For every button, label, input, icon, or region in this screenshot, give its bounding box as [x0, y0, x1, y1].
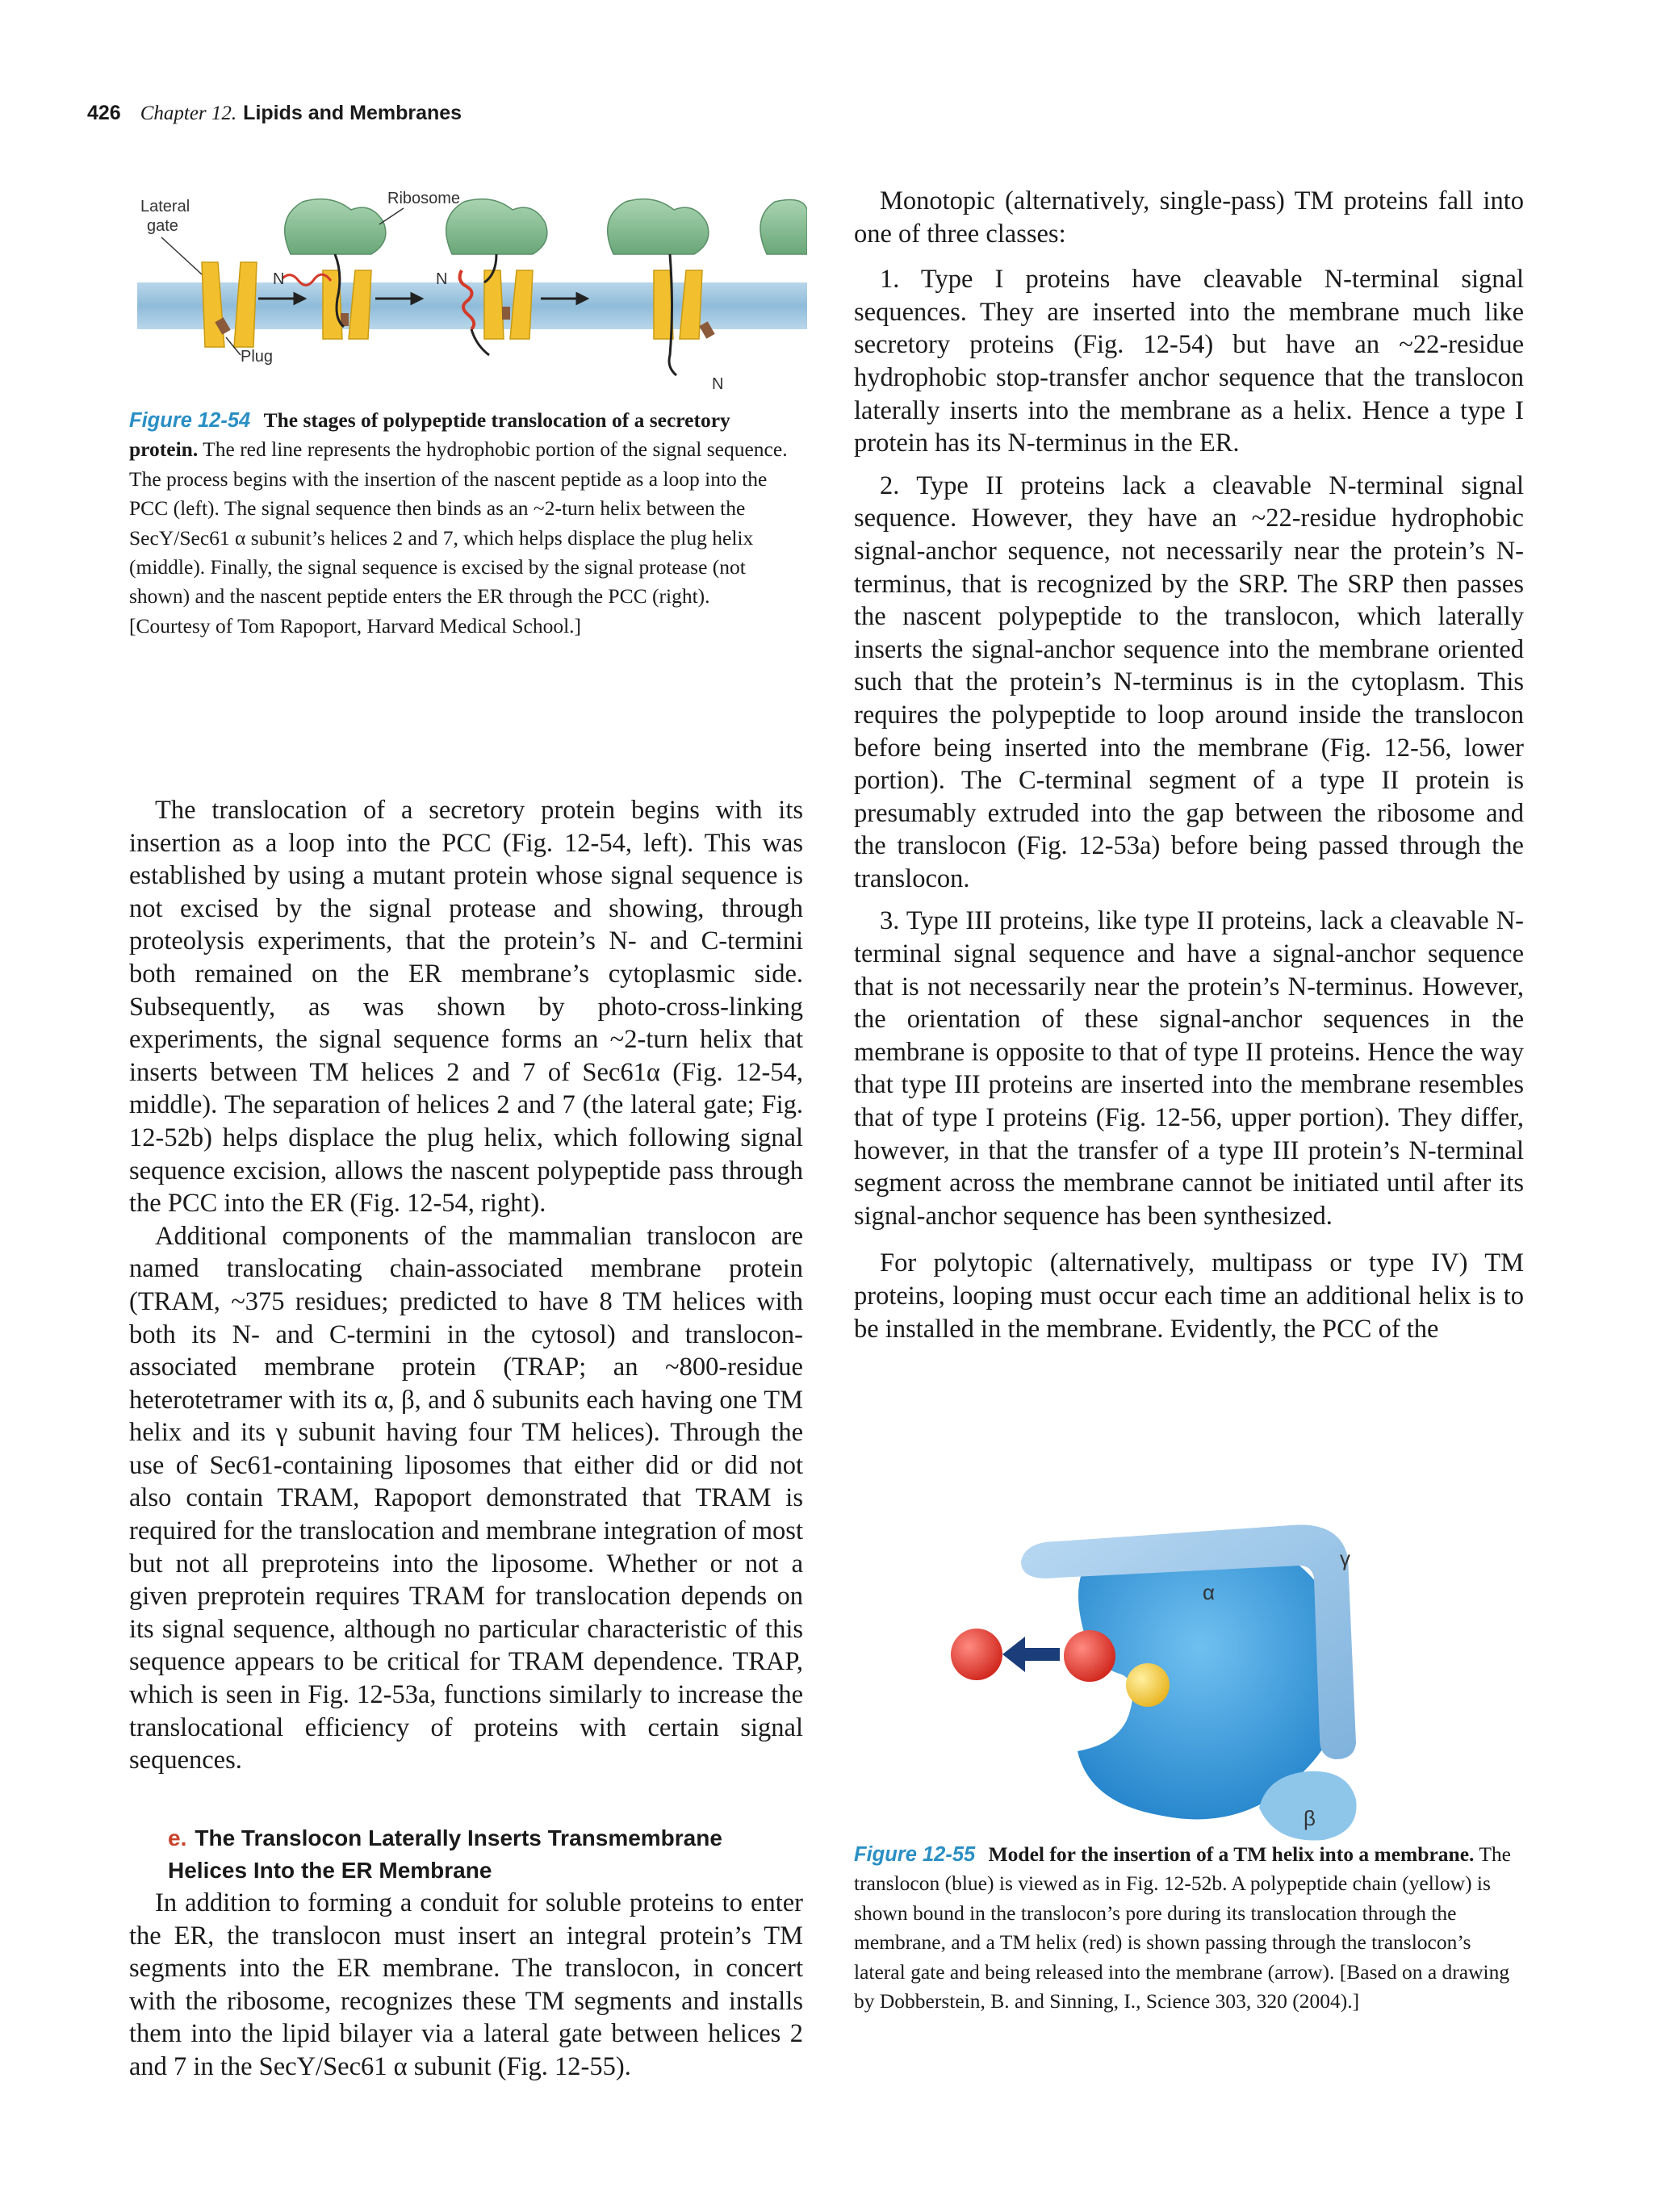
- label-gamma: γ: [1340, 1546, 1350, 1570]
- paragraph-translocation: The translocation of a secretory protein begins with its insertion as a loop into the PCC (Fig. 12-54, left). This was established by using a mutant protein whose signal sequence is not excised by the signal protease and showing, through proteolysis experiments, that the protein’s N- and C-termini both remained on the ER membrane’s cytoplasmic side. Subsequently, as was shown by photo-cross-linking experiments, the signal sequence forms an ~2-turn helix that inserts between TM helices 2 and 7 of Sec61α (Fig. 12-54, middle). The separation of helices 2 and 7 (the lateral gate; Fig. 12-52b) helps displace the plug helix, which following signal sequence excision, allows the nascent polypeptide pass through the PCC into the ER (Fig. 12-54, right).: [129, 796, 803, 1219]
- figure-12-55-caption: [854, 1840, 1516, 2016]
- figure-label: Figure 12-55: [854, 1843, 976, 1866]
- figure-caption-body: The translocon (blue) is viewed as in Fig. 12-52b. A polypeptide chain (yellow) is shown bound in the translocon’s pore during its translocation through the membrane, and a TM helix (red) is shown passing through the translocon’s lateral gate and being released into the membrane (arrow). [Based on a drawing by Dobberstein, B. and Sinning, I., Science 303, 320 (2004).]: [854, 1842, 1511, 2013]
- chapter-label: Chapter 12.: [140, 102, 237, 124]
- label-n-right: N: [712, 375, 724, 393]
- figure-caption-body: The red line represents the hydrophobic portion of the signal sequence. The process begins with the insertion of the nascent peptide as a loop into the PCC (left). The signal sequence then binds as an ~2-turn helix between the SecY/Sec61 α subunit’s helices 2 and 7, which helps displace the plug helix (middle). Finally, the signal sequence is excised by the signal protease (not shown) and the nascent peptide enters the ER through the PCC (right). [Courtesy of Tom Rapoport, Harvard Medical School.]: [129, 437, 788, 638]
- label-n-middle: N: [436, 270, 448, 288]
- label-plug: Plug: [241, 348, 274, 366]
- label-lateral-gate-1: Lateral: [140, 198, 190, 215]
- label-n-left: N: [273, 270, 285, 288]
- list-item-type-3: 3. Type III proteins, like type II proteins, lack a cleavable N-terminal signal sequence and have a signal-anchor sequence that is not necessarily near the protein’s N-terminus. However, the orientation of these signal-anchor sequences in the membrane is opposite to that of type II proteins. Hence the way that type III proteins are inserted into the membrane resembles that of type I proteins (Fig. 12-56, upper portion). They differ, however, in that the transfer of a type III protein’s N-terminal segment across the membrane cannot be initiated until after its signal-anchor sequence has been synthesized.: [854, 906, 1524, 1231]
- figure-12-54: [137, 186, 807, 395]
- figure-12-55: [936, 1477, 1437, 1880]
- figure-12-54-caption: [129, 406, 791, 641]
- figure-label: Figure 12-54: [129, 409, 251, 432]
- label-alpha: α: [1203, 1580, 1216, 1604]
- left-column: [129, 794, 803, 1777]
- left-column-section-body: [129, 1887, 803, 2084]
- paragraph-lateral-gate: In addition to forming a conduit for soluble proteins to enter the ER, the translocon must insert an integral protein’s TM segments into the ER membrane. The translocon, in concert with the ribosome, recognizes these TM segments and installs them into the lipid bilayer via a lateral gate between helices 2 and 7 in the SecY/Sec61 α subunit (Fig. 12-55).: [129, 1888, 803, 2081]
- label-lateral-gate-2: gate: [147, 217, 178, 235]
- list-item-type-1: 1. Type I proteins have cleavable N-terminal signal sequences. They are inserted into the membrane much like secretory proteins (Fig. 12-54) but have an ~22-residue hydrophobic stop-transfer anchor sequence that the translocon laterally inserts into the membrane as a helix. Hence a type I protein has its N-terminus in the ER.: [854, 265, 1524, 458]
- figure-title: Model for the insertion of a TM helix into a membrane.: [988, 1842, 1475, 1866]
- page-number: 426: [87, 102, 121, 124]
- label-ribosome: Ribosome: [387, 190, 461, 207]
- section-letter: e.: [168, 1825, 187, 1850]
- right-column: [854, 185, 1524, 1345]
- figure-title: The stages of polypeptide translocation of a secretory protein.: [129, 408, 730, 462]
- paragraph-monotopic-intro: Monotopic (alternatively, single-pass) TM proteins fall into one of three classes:: [854, 186, 1524, 249]
- chapter-title: Lipids and Membranes: [243, 102, 462, 124]
- page-header: [87, 102, 462, 125]
- polypeptide-chain: [1126, 1663, 1170, 1707]
- tm-helix-released: [951, 1629, 1002, 1680]
- paragraph-polytopic: For polytopic (alternatively, multipass or type IV) TM proteins, looping must occur each time an additional helix is to be installed in the membrane. Evidently, the PCC of the: [854, 1248, 1524, 1344]
- tm-helix-in-gate: [1064, 1630, 1115, 1682]
- list-item-type-2: 2. Type II proteins lack a cleavable N-terminal signal sequence. However, they have an ~22-residue hydrophobic signal-anchor sequence, not necessarily near the protein’s N-terminus, that is recognized by the SRP. The SRP then passes the nascent polypeptide to the translocon, which laterally inserts the signal-anchor sequence into the membrane oriented such that the protein’s N-terminus is in the cytoplasm. This requires the polypeptide to loop around inside the translocon before being inserted into the membrane (Fig. 12-56, lower portion). The C-terminal segment of a type II protein is presumably extruded into the gap between the ribosome and the translocon (Fig. 12-53a) before being passed through the translocon.: [854, 470, 1524, 893]
- section-title: The Translocon Laterally Inserts Transmembrane Helices Into the ER Membrane: [168, 1825, 722, 1883]
- paragraph-tram-trap: Additional components of the mammalian translocon are named translocating chain-associated membrane protein (TRAM, ~375 residues; predicted to have 8 TM helices with both its N- and C-termini in the cytosol) and translocon-associated membrane protein (TRAP; an ~800-residue heterotetramer with its α, β, and δ subunits each having one TM helix and its γ subunit having four TM helices). Through the use of Sec61-containing liposomes that either did or did not also contain TRAM, Rapoport demonstrated that TRAM is required for the translocation and membrane integration of most but not all preproteins into the liposome. Whether or not a given preprotein requires TRAM for translocation depends on its signal sequence, although no particular characteristic of this sequence appears to be critical for TRAM dependence. TRAP, which is seen in Fig. 12-53a, functions similarly to increase the translocational efficiency of proteins with certain signal sequences.: [129, 1221, 803, 1775]
- label-beta: β: [1304, 1806, 1316, 1830]
- section-heading: [168, 1822, 806, 1887]
